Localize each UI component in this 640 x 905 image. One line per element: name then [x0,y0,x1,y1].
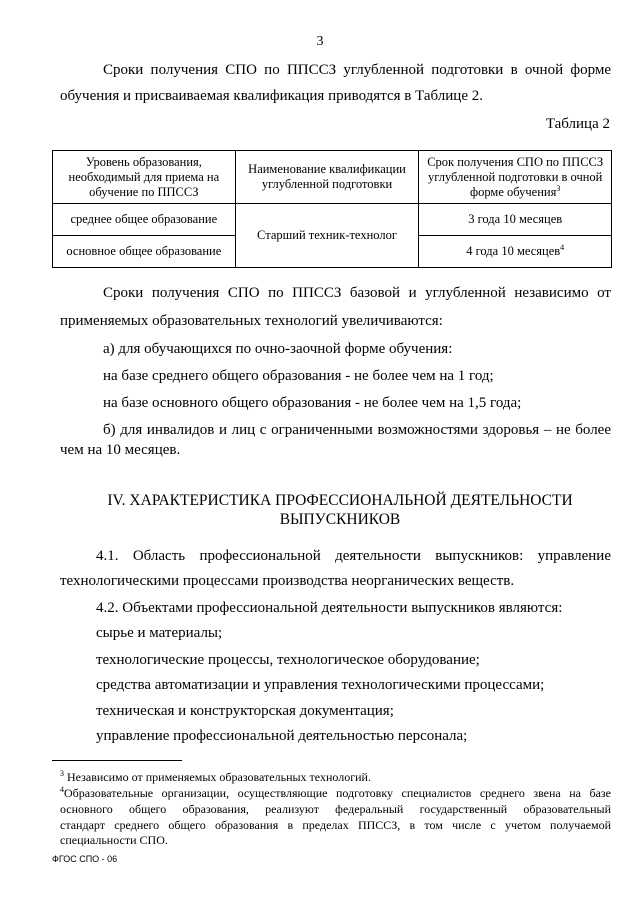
section-4-1-line-1: 4.1. Область профессиональной деятельности выпускников: управление [96,548,611,564]
header-term: Срок получения СПО по ППССЗ углубленной подготовки в очной форме обучения$^3$ [419,151,612,204]
footnote-4-line-4: специальности СПО. [60,833,168,847]
item-b-line-2: чем на 10 месяцев. [60,442,181,458]
footnote-4-line-2: основного общего образования, реализуют федеральный государственный образовательный [60,802,611,816]
footnote-divider [52,760,182,761]
list-item: техническая и конструкторская документация; [96,703,394,719]
footnote-4-line-1: $^4$Образовательные организации, осуществляющие подготовку специалистов среднего звена на базе [60,785,611,800]
section-4-1-line-2: технологическими процессами производства неорганических веществ. [60,573,515,589]
header-education-level: Уровень образования, необходимый для приема на обучение по ППССЗ [53,151,236,204]
footnote-3: $^3$ Независимо от применяемых образовательных технологий. [60,769,371,784]
list-item: технологические процессы, технологическое оборудование; [96,652,480,668]
header-qualification: Наименование квалификации углубленной подготовки [235,151,419,204]
row-term: 3 года 10 месяцев [419,204,612,236]
section-4-2: 4.2. Объектами профессиональной деятельности выпускников являются: [96,600,563,616]
footnote-4-line-3: стандарт среднего общего образования в пределах ППССЗ, в том числе с учетом получаемой [60,818,611,832]
row-education-level: среднее общее образование [53,204,236,236]
table-caption: Таблица 2 [545,116,610,132]
intro-line-2: обучения и присваиваемая квалификация приводятся в Таблице 2. [60,88,483,104]
list-item: сырье и материалы; [96,625,223,641]
item-a-1: на базе среднего общего образования - не более чем на 1 год; [103,368,494,384]
item-a-2: на базе основного общего образования - не более чем на 1,5 года; [103,395,522,411]
row-education-level: основное общее образование [53,236,236,268]
page-number: 3 [316,34,324,49]
item-a: а) для обучающихся по очно-заочной форме обучения: [103,341,453,357]
qualification-cell: Старший техник-технолог [235,204,419,268]
section-title-line-1: IV. ХАРАКТЕРИСТИКА ПРОФЕССИОНАЛЬНОЙ ДЕЯТЕЛЬНОСТИ [107,492,573,509]
list-item: управление профессиональной деятельностью персонала; [96,728,468,744]
document-stamp: ФГОС СПО - 06 [52,854,118,864]
table-header-row [53,151,612,204]
terms-paragraph-line-2: применяемых образовательных технологий увеличиваются: [60,313,443,329]
qualification-table [52,150,612,268]
terms-paragraph-line-1: Сроки получения СПО по ППССЗ базовой и углубленной независимо от [103,285,611,301]
item-b-line-1: б) для инвалидов и лиц с ограниченными возможностями здоровья – не более [103,422,611,438]
row-term: 4 года 10 месяцев$^4$ [419,236,612,268]
section-title-line-2: ВЫПУСКНИКОВ [279,511,401,528]
intro-line-1: Сроки получения СПО по ППССЗ углубленной подготовки в очной форме [103,62,611,78]
list-item: средства автоматизации и управления технологическими процессами; [96,677,545,693]
table-row [53,204,612,236]
